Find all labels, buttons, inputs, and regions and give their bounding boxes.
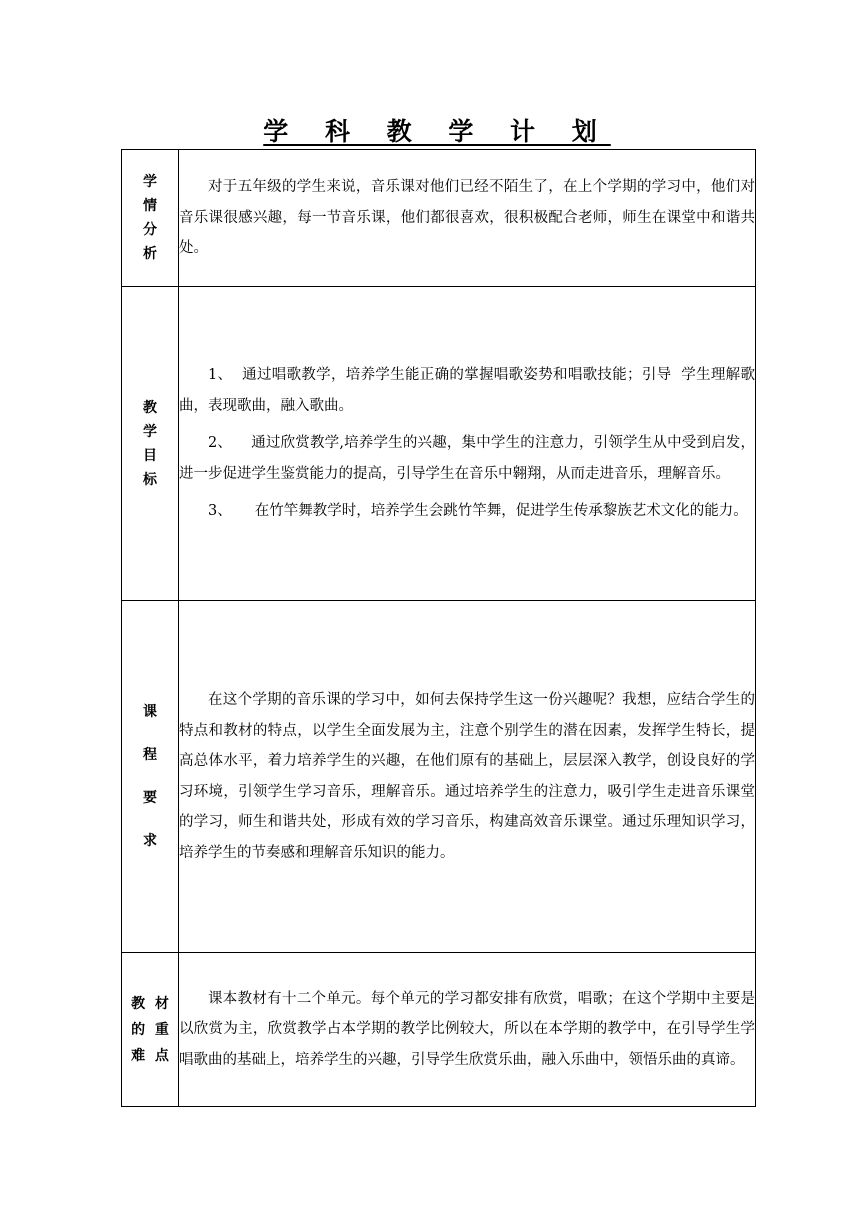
row-teaching-goals <box>122 287 756 601</box>
row-label <box>122 601 179 953</box>
paragraph: 2、 通过欣赏教学,培养学生的兴趣，集中学生的注意力，引领学生从中受到启发，进一步促进学生鉴赏能力的提高，引导学生在音乐中翱翔，从而走进音乐，理解音乐。 <box>179 435 755 482</box>
paragraph: 课本教材有十二个单元。每个单元的学习都安排有欣赏，唱歌；在这个学期中主要是以欣赏为主，欣赏教学占本学期的教学比例较大，所以在本学期的教学中，在引导学生学唱歌曲的基础上，培养学生的兴趣，引导学生欣赏乐曲，融入乐曲中，领悟乐曲的真谛。 <box>179 990 755 1068</box>
label-char: 情 <box>143 198 157 214</box>
row-label <box>122 953 179 1107</box>
paragraph: 对于五年级的学生来说，音乐课对他们已经不陌生了，在上个学期的学习中，他们对音乐课很感兴趣，每一节音乐课，他们都很喜欢，很积极配合老师，师生在课堂中和谐共处。 <box>179 179 755 257</box>
paragraph: 1、 通过唱歌教学，培养学生能正确的掌握唱歌姿势和唱歌技能；引导 学生理解歌曲，表现歌曲，融入歌曲。 <box>179 367 755 414</box>
plan-table <box>121 149 756 1107</box>
label-char: 课 <box>143 703 157 720</box>
row-student-analysis <box>122 150 756 287</box>
label-char: 教 <box>143 399 157 416</box>
label-char: 析 <box>143 246 157 262</box>
label-char: 求 <box>143 832 157 849</box>
label-char: 学 <box>143 423 157 440</box>
label-char: 程 <box>143 746 157 763</box>
row-content <box>179 601 756 953</box>
label-line: 的 重 <box>131 1021 169 1038</box>
label-char: 目 <box>143 447 157 464</box>
label-char: 要 <box>143 789 157 806</box>
row-content <box>179 287 756 601</box>
row-content <box>179 953 756 1107</box>
row-label <box>122 287 179 601</box>
paragraph: 3、 在竹竿舞教学时，培养学生会跳竹竿舞，促进学生传承黎族艺术文化的能力。 <box>208 503 748 520</box>
row-label <box>122 150 179 287</box>
document-title: 学 科 教 学 计 划 <box>263 117 611 146</box>
label-char: 分 <box>143 222 157 238</box>
row-course-requirements <box>122 601 756 953</box>
label-char: 标 <box>143 471 157 488</box>
row-key-difficult-points <box>122 953 756 1107</box>
label-char: 学 <box>143 174 157 190</box>
paragraph: 在这个学期的音乐课的学习中，如何去保持学生这一份兴趣呢？我想，应结合学生的特点和教材的特点，以学生全面发展为主，注意个别学生的潜在因素，发挥学生特长，提高总体水平，着力培养学生的兴趣，在他们原有的基础上，层层深入教学，创设良好的学习环境，引领学生学习音乐，理解音乐。通过培养学生的注意力，吸引学生走进音乐课堂的学习，师生和谐共处，形成有效的学习音乐，构建高效音乐课堂。通过乐理知识学习，培养学生的节奏感和理解音乐知识的能力。 <box>179 692 755 861</box>
label-line: 教 材 <box>131 995 169 1012</box>
label-line: 难 点 <box>131 1047 169 1064</box>
row-content <box>179 150 756 287</box>
